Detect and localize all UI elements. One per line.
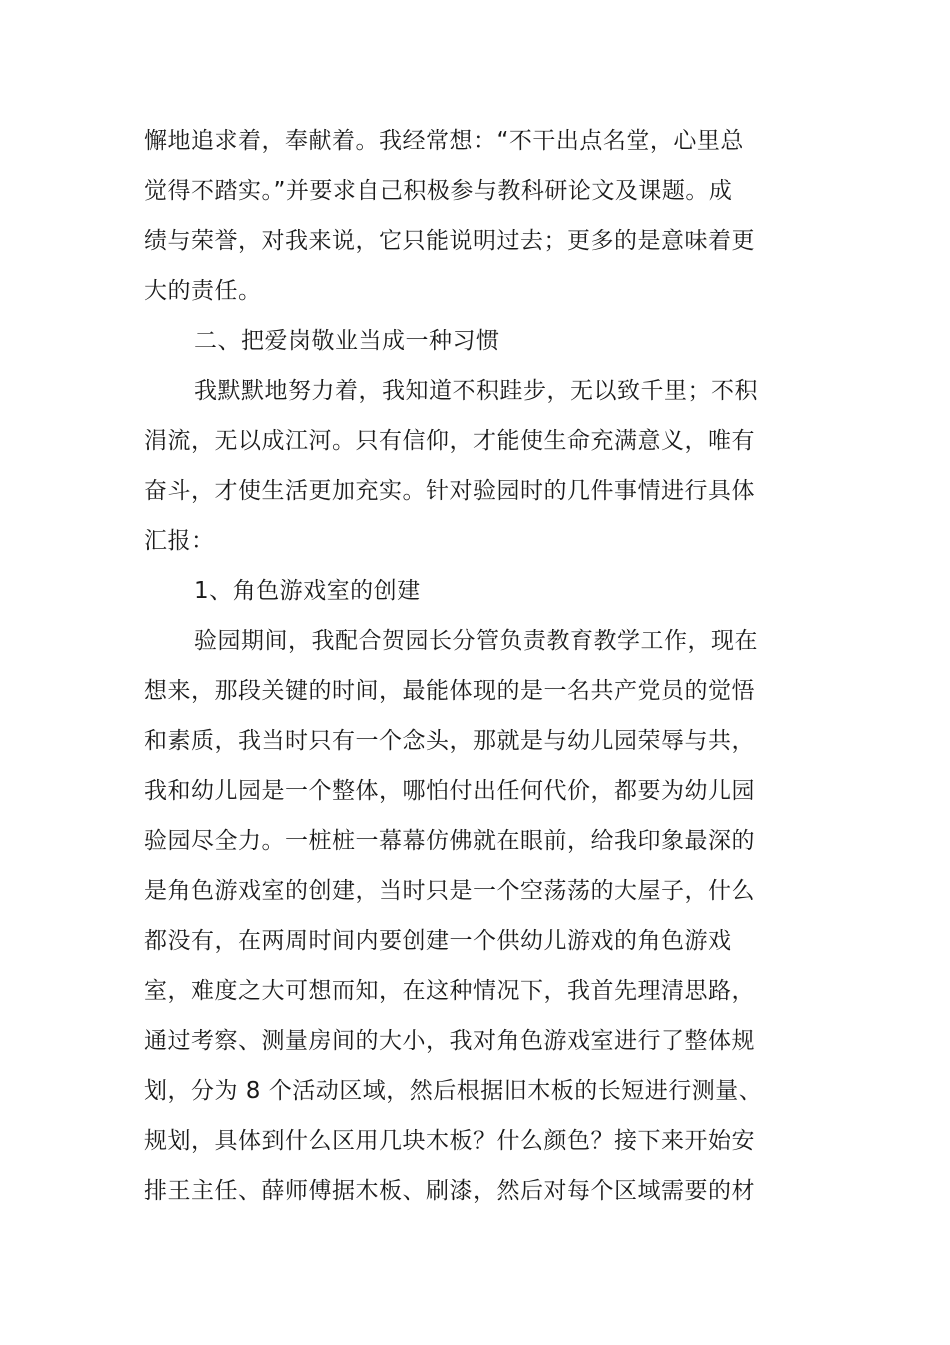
text-line: 绩与荣誉，对我来说，它只能说明过去；更多的是意味着更 [144, 228, 755, 254]
text-line: 奋斗，才使生活更加充实。针对验园时的几件事情进行具体 [144, 478, 755, 504]
section-heading: 二、把爱岗敬业当成一种习惯 [194, 328, 500, 354]
text-line: 想来，那段关键的时间，最能体现的是一名共产党员的觉悟 [144, 678, 755, 704]
text-line: 通过考察、测量房间的大小，我对角色游戏室进行了整体规 [144, 1028, 755, 1054]
text-line: 验园尽全力。一桩桩一幕幕仿佛就在眼前，给我印象最深的 [144, 828, 755, 854]
text-line: 大的责任。 [144, 278, 262, 304]
text-line: 室，难度之大可想而知，在这种情况下，我首先理清思路， [144, 978, 755, 1004]
text-line: 划，分为 8 个活动区域，然后根据旧木板的长短进行测量、 [144, 1078, 763, 1104]
text-line: 懈地追求着，奉献着。我经常想：“不干出点名堂，心里总 [144, 128, 744, 154]
text-line: 我和幼儿园是一个整体，哪怕付出任何代价，都要为幼儿园 [144, 778, 755, 804]
text-line: 觉得不踏实。”并要求自己积极参与教科研论文及课题。成 [144, 178, 733, 204]
text-line: 我默默地努力着，我知道不积跬步，无以致千里；不积 [194, 378, 758, 404]
text-line: 排王主任、薛师傅据木板、刷漆，然后对每个区域需要的材 [144, 1178, 755, 1204]
text-line: 验园期间，我配合贺园长分管负责教育教学工作，现在 [194, 628, 758, 654]
text-line: 和素质，我当时只有一个念头，那就是与幼儿园荣辱与共， [144, 728, 755, 754]
text-line: 规划，具体到什么区用几块木板？什么颜色？接下来开始安 [144, 1128, 755, 1154]
subsection-heading: 1、角色游戏室的创建 [194, 578, 421, 604]
text-line: 涓流，无以成江河。只有信仰，才能使生命充满意义，唯有 [144, 428, 755, 454]
text-line: 是角色游戏室的创建，当时只是一个空荡荡的大屋子，什么 [144, 878, 755, 904]
text-line: 汇报： [144, 528, 215, 554]
text-line: 都没有，在两周时间内要创建一个供幼儿游戏的角色游戏 [144, 928, 732, 954]
